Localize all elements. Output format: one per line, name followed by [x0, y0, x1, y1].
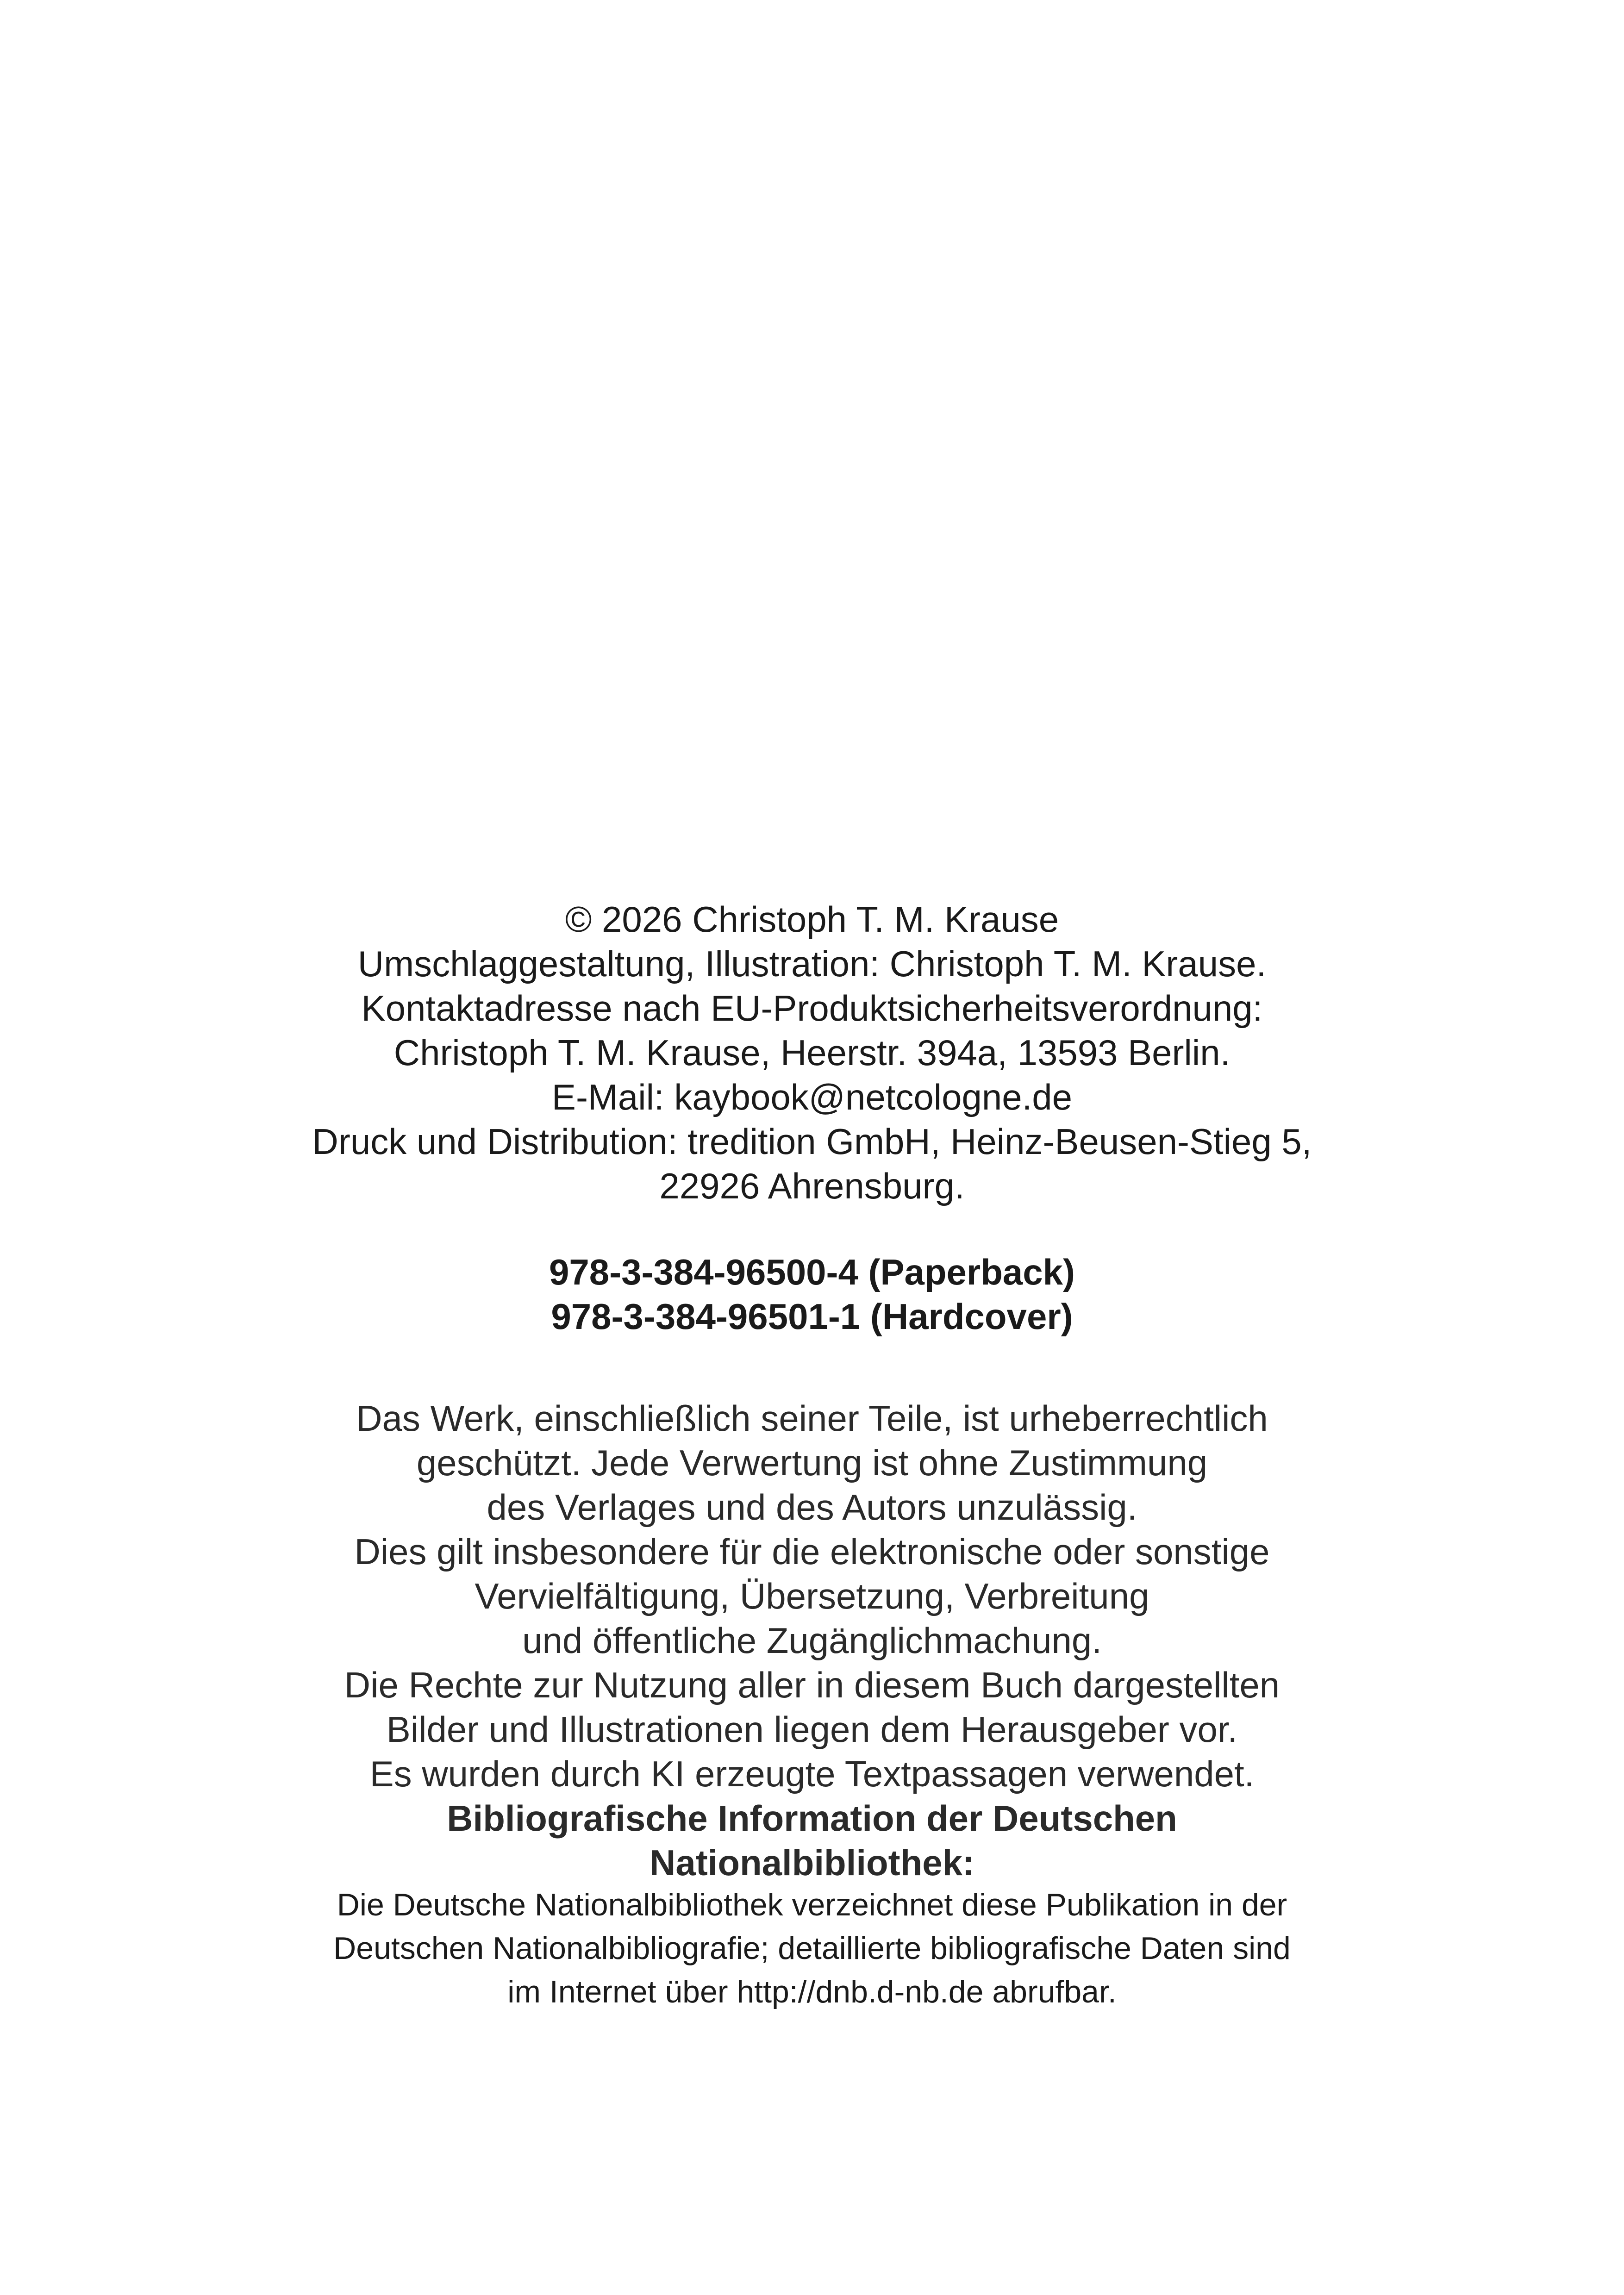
ai-notice-line: Es wurden durch KI erzeugte Textpassagen verwendet. [369, 1753, 1255, 1794]
rights-line: Bilder und Illustrationen liegen dem Herausgeber vor. [386, 1709, 1238, 1750]
rights-line: Das Werk, einschließlich seiner Teile, ist urheberrechtlich [356, 1398, 1268, 1439]
contact-heading-line: Kontaktadresse nach EU-Produktsicherheitsverordnung: [361, 988, 1263, 1029]
dnb-text-line: Deutschen Nationalbibliografie; detaillierte bibliografische Daten sind [333, 1931, 1291, 1966]
cover-design-line: Umschlaggestaltung, Illustration: Christoph T. M. Krause. [357, 943, 1267, 984]
dnb-text-line: Die Deutsche Nationalbibliothek verzeichnet diese Publikation in der [337, 1887, 1287, 1922]
dnb-heading-line: Bibliografische Information der Deutschen [447, 1798, 1177, 1839]
rights-line: Vervielfältigung, Übersetzung, Verbreitung [475, 1576, 1149, 1616]
rights-line: Die Rechte zur Nutzung aller in diesem Buch dargestellten [344, 1665, 1280, 1705]
isbn-block [0, 1250, 1624, 1339]
isbn-hardcover: 978-3-384-96501-1 (Hardcover) [551, 1296, 1073, 1337]
rights-notice [0, 1396, 1624, 1796]
printing-line: Druck und Distribution: tredition GmbH, Heinz-Beusen-Stieg 5, [312, 1121, 1312, 1162]
dnb-notice [0, 1883, 1624, 2014]
rights-line: und öffentliche Zugänglichmachung. [522, 1620, 1102, 1661]
rights-line: geschützt. Jede Verwertung ist ohne Zustimmung [416, 1442, 1208, 1483]
rights-line: des Verlages und des Autors unzulässig. [487, 1487, 1137, 1528]
printing-city-line: 22926 Ahrensburg. [659, 1166, 965, 1206]
dnb-heading [0, 1796, 1624, 1885]
email-line: E-Mail: kaybook@netcologne.de [551, 1077, 1073, 1117]
copyright-line: © 2026 Christoph T. M. Krause [565, 899, 1059, 940]
dnb-link-line: im Internet über http://dnb.d-nb.de abrufbar. [507, 1974, 1117, 2009]
isbn-paperback: 978-3-384-96500-4 (Paperback) [549, 1252, 1075, 1292]
contact-address-line: Christoph T. M. Krause, Heerstr. 394a, 13593 Berlin. [394, 1032, 1230, 1073]
dnb-heading-line: Nationalbibliothek: [650, 1842, 974, 1883]
copyright-imprint [0, 897, 1624, 1208]
rights-line: Dies gilt insbesondere für die elektronische oder sonstige [354, 1531, 1270, 1572]
